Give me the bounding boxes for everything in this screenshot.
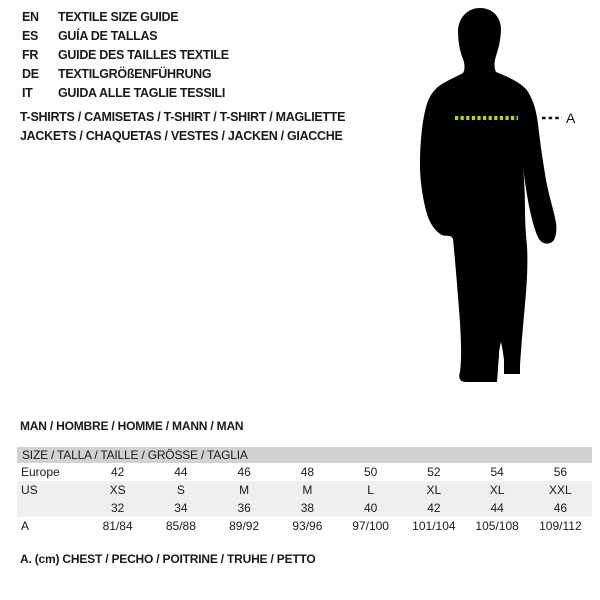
row-label: Europe: [21, 465, 60, 479]
size-cell: 93/96: [292, 519, 323, 533]
size-cell: 44: [490, 501, 504, 515]
size-cell: L: [367, 483, 374, 497]
size-cell: 97/100: [352, 519, 389, 533]
size-cell: 42: [427, 501, 441, 515]
size-cell: 109/112: [539, 519, 582, 533]
language-title: GUÍA DE TALLAS: [58, 28, 158, 43]
section-title-man: MAN / HOMBRE / HOMME / MANN / MAN: [20, 419, 244, 433]
language-row-es: [22, 26, 229, 45]
man-silhouette: [420, 8, 556, 382]
garment-categories: [20, 108, 345, 146]
language-row-de: [22, 64, 229, 83]
size-cell: 81/84: [102, 519, 133, 533]
table-row-us: [17, 481, 592, 499]
category-tshirts: T-SHIRTS / CAMISETAS / T-SHIRT / T-SHIRT / MAGLIETTE: [20, 110, 346, 124]
size-cell: 52: [427, 465, 441, 479]
row-label: A: [21, 519, 30, 533]
row-label: [17, 499, 86, 517]
size-cell: 50: [363, 465, 378, 479]
language-row-en: [22, 7, 229, 26]
size-cell: XS: [109, 483, 126, 497]
language-code: FR: [22, 47, 39, 62]
size-cell: 85/88: [165, 519, 196, 533]
size-table: [17, 447, 592, 535]
size-cell: XL: [426, 483, 442, 497]
language-title: TEXTILGRÖßENFÜHRUNG: [58, 66, 212, 81]
size-cell: 101/104: [412, 519, 456, 533]
size-cell: 89/92: [229, 519, 260, 533]
size-cell: XXL: [549, 483, 572, 497]
size-cell: 46: [553, 501, 568, 515]
table-row-europe: [17, 463, 592, 481]
size-cell: S: [176, 483, 185, 497]
size-cell: 46: [237, 465, 251, 479]
language-row-it: [22, 83, 229, 102]
size-cell: 44: [174, 465, 188, 479]
size-cell: 105/108: [475, 519, 519, 533]
language-code: IT: [22, 85, 33, 100]
size-cell: 36: [237, 501, 251, 515]
size-cell: 48: [300, 465, 315, 479]
language-title: TEXTILE SIZE GUIDE: [58, 9, 179, 24]
size-cell: 40: [363, 501, 378, 515]
size-cell: 38: [300, 501, 315, 515]
language-list: [22, 7, 229, 102]
language-title: GUIDE DES TAILLES TEXTILE: [58, 47, 229, 62]
size-cell: 32: [110, 501, 125, 515]
size-cell: M: [239, 483, 250, 497]
size-cell: 34: [174, 501, 188, 515]
language-code: EN: [22, 9, 39, 24]
size-cell: XL: [489, 483, 505, 497]
language-code: DE: [22, 66, 39, 81]
measurement-footnote: A. (cm) CHEST / PECHO / POITRINE / TRUHE / PETTO: [20, 552, 316, 566]
size-cell: 54: [490, 465, 504, 479]
chest-measure-label: A: [566, 110, 576, 126]
row-label: US: [21, 483, 38, 497]
language-row-fr: [22, 45, 229, 64]
size-cell: M: [302, 483, 313, 497]
man-silhouette-figure: [416, 4, 580, 386]
size-cell: 56: [553, 465, 568, 479]
table-row-numeric: [17, 499, 592, 517]
size-table-header: SIZE / TALLA / TAILLE / GRÖSSE / TAGLIA: [17, 447, 592, 463]
language-title: GUIDA ALLE TAGLIE TESSILI: [58, 85, 226, 100]
size-cell: 42: [110, 465, 125, 479]
language-code: ES: [22, 28, 39, 43]
category-jackets: JACKETS / CHAQUETAS / VESTES / JACKEN / GIACCHE: [20, 129, 343, 143]
table-row-chest: [17, 517, 592, 535]
